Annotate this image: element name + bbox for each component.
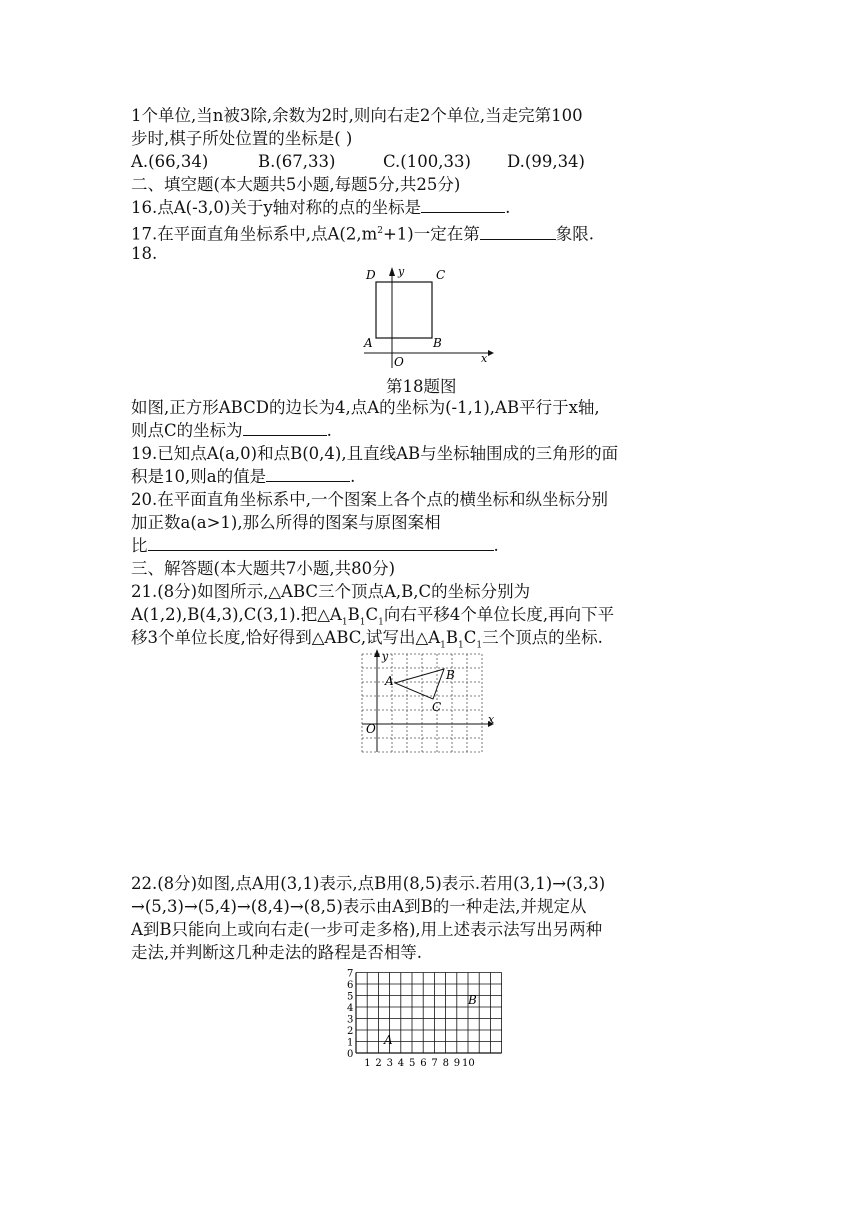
q19-line1: 19.已知点A(a,0)和点B(0,4),且直线AB与坐标轴围成的三角形的面 (131, 444, 619, 463)
q22-grid (356, 973, 502, 1054)
q20-line1: 20.在平面直角坐标系中,一个图案上各个点的横坐标和纵坐标分别 (131, 490, 608, 509)
label-b: B (433, 336, 442, 350)
x-tick-label: 2 (375, 1058, 382, 1069)
q16-text: 16.点A(-3,0)关于y轴对称的点的坐标是 (131, 198, 422, 217)
q21-text: B (445, 628, 459, 647)
y-tick-label: 6 (347, 980, 354, 991)
q18-number: 18. (131, 244, 158, 263)
y-tick-label: 4 (347, 1003, 354, 1014)
q17 (131, 220, 594, 246)
subscript: 1 (440, 640, 446, 651)
q22-line4: 走法,并判断这几种走法的路程是否相等. (131, 943, 422, 962)
q21-text: 三个顶点的坐标. (482, 628, 603, 647)
y-tick-label: 1 (347, 1037, 354, 1049)
subscript: 1 (458, 640, 464, 651)
q18-line2-text: 则点C的坐标为 (131, 421, 243, 440)
y-tick-label: 5 (347, 991, 354, 1003)
x-tick-label: 6 (420, 1058, 427, 1069)
q17-sup: 2 (377, 226, 383, 236)
label-b: B (446, 668, 455, 682)
option-c: C.(100,33) (383, 152, 471, 171)
answer-blank (421, 198, 505, 213)
q17-prefix: 17.在平面直角坐标系中,点A(2,m (131, 224, 378, 244)
option-d: D.(99,34) (507, 152, 585, 171)
label-d: D (366, 268, 376, 282)
answer-blank (266, 467, 350, 482)
q18-caption: 第18题图 (386, 377, 457, 396)
q21-grid (362, 654, 482, 752)
label-o: O (366, 722, 376, 736)
y-tick-label: 3 (347, 1014, 354, 1026)
x-tick-label: 10 (462, 1058, 475, 1069)
label-y: y (382, 650, 389, 663)
section2-heading: 二、填空题(本大题共5小题,每题5分,共25分) (131, 175, 461, 194)
answer-blank (148, 536, 494, 551)
y-tick-label: 2 (347, 1026, 354, 1037)
q21-line1: 21.(8分)如图所示,△ABC三个顶点A,B,C的坐标分别为 (131, 582, 531, 601)
x-tick-label: 3 (386, 1058, 393, 1069)
y-tick-label: 0 (347, 1049, 354, 1060)
subscript: 1 (378, 617, 384, 628)
q21-text: B (347, 605, 360, 624)
x-axis-arrow (488, 350, 494, 356)
q22-figure (340, 968, 515, 1072)
q21-text: A(1,2),B(4,3),C(3,1).把△A (131, 605, 342, 624)
q21-text: C (463, 628, 477, 647)
x-tick-label: 9 (453, 1058, 461, 1069)
q21-figure (355, 648, 500, 756)
square-abcd (376, 282, 432, 338)
q21-text: 移3个单位长度,恰好得到△ABC,试写出△A (131, 628, 441, 647)
q15-line2: 步时,棋子所处位置的坐标是( ) (131, 129, 353, 148)
label-a: A (384, 1033, 393, 1047)
label-c: C (436, 268, 446, 282)
q22-line1: 22.(8分)如图,点A用(3,1)表示,点B用(8,5)表示.若用(3,1)→(3,3) (131, 874, 606, 893)
y-tick-label: 7 (347, 968, 354, 980)
x-tick-label: 4 (397, 1058, 405, 1069)
q18-figure (360, 262, 500, 372)
q19-line2: 积是10,则a的值是 . (131, 467, 356, 486)
q19-line2-text: 积是10,则a的值是 (131, 467, 267, 486)
label-o: O (394, 355, 404, 369)
option-b: B.(67,33) (258, 152, 336, 171)
q20-line3-text: 比 (131, 536, 148, 555)
label-b: B (468, 993, 477, 1007)
answer-blank (480, 225, 556, 240)
label-c: C (432, 700, 442, 714)
q22-line3: A到B只能向上或向右走(一步可走多格),用上述表示法写出另两种 (131, 920, 603, 939)
label-x: x (481, 352, 488, 365)
x-tick-label: 1 (364, 1058, 371, 1069)
q20-line2: 加正数a(a>1),那么所得的图案与原图案相 (131, 513, 441, 532)
q18-line1: 如图,正方形ABCD的边长为4,点A的坐标为(-1,1),AB平行于x轴, (131, 398, 600, 417)
answer-blank (243, 421, 327, 436)
label-y: y (398, 265, 405, 278)
label-a: A (385, 674, 394, 688)
q16: 16.点A(-3,0)关于y轴对称的点的坐标是 . (131, 198, 511, 217)
q17-middle: +1)一定在第 (382, 224, 480, 244)
subscript: 1 (476, 640, 483, 651)
subscript: 1 (341, 617, 348, 628)
subscript: 1 (359, 617, 366, 628)
label-a: A (364, 336, 373, 350)
option-a: A.(66,34) (131, 152, 209, 171)
q18-line2: 则点C的坐标为 . (131, 421, 332, 440)
q20-line3: 比 . (131, 536, 499, 555)
q15-options (131, 151, 585, 173)
y-axis-arrow (389, 267, 395, 276)
q22-line2: →(5,3)→(5,4)→(8,4)→(8,5)表示由A到B的一种走法,并规定从 (131, 897, 587, 916)
q21-text: C (365, 605, 379, 624)
label-x: x (488, 713, 495, 726)
section3-heading: 三、解答题(本大题共7小题,共80分) (131, 559, 396, 578)
q17-suffix: 象限. (555, 224, 594, 244)
q15-line1: 1个单位,当n被3除,余数为2时,则向右走2个单位,当走完第100 (131, 106, 583, 125)
x-tick-label: 7 (431, 1058, 438, 1069)
x-tick-label: 5 (409, 1058, 416, 1069)
q21-text: 向右平移4个单位长度,再向下平 (383, 605, 615, 624)
x-tick-label: 8 (442, 1058, 449, 1069)
y-axis-arrow (374, 649, 380, 657)
